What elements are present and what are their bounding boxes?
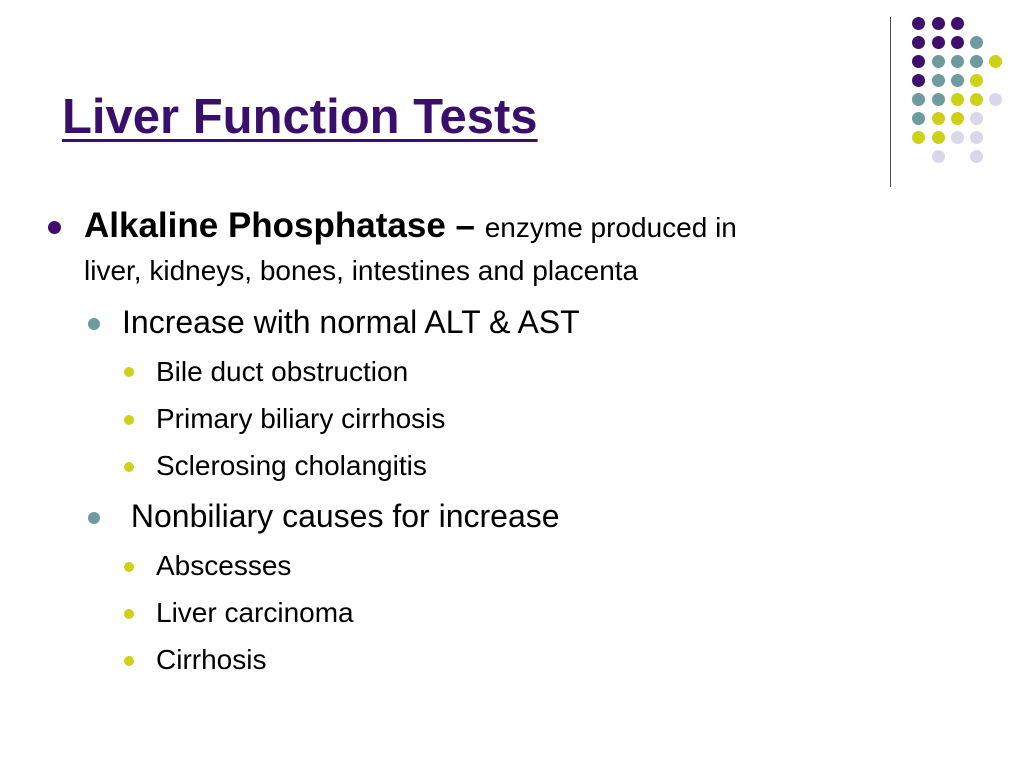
sub-bullet-heading: Increase with normal ALT & AST	[122, 304, 580, 340]
main-bullet-description: enzyme produced in	[484, 212, 737, 243]
decorative-dot-icon	[970, 74, 983, 87]
bullet-level-2-icon	[88, 512, 100, 524]
decorative-dot-icon	[970, 112, 983, 125]
sub-sub-bullet-item: Sclerosing cholangitis	[156, 450, 427, 481]
decorative-dot-icon	[932, 36, 945, 49]
bullet-level-3-icon	[124, 415, 134, 425]
decorative-dot-icon	[951, 36, 964, 49]
bullet-level-3-icon	[124, 562, 134, 572]
decorative-dot-icon	[951, 93, 964, 106]
decorative-dot-icon	[951, 17, 964, 30]
sub-sub-bullet-item: Liver carcinoma	[156, 597, 354, 628]
decorative-dot-icon	[932, 74, 945, 87]
decorative-dot-icon	[951, 131, 964, 144]
decorative-dot-icon	[912, 112, 925, 125]
bullet-level-1-icon	[48, 221, 61, 234]
decorative-dot-icon	[970, 131, 983, 144]
decorative-dot-icon	[989, 55, 1002, 68]
main-bullet-description-continued: liver, kidneys, bones, intestines and placenta	[84, 255, 639, 286]
decorative-dot-icon	[932, 131, 945, 144]
sub-bullet-heading: Nonbiliary causes for increase	[122, 498, 560, 534]
decorative-dot-icon	[912, 36, 925, 49]
decorative-dot-icon	[932, 17, 945, 30]
bullet-level-3-icon	[124, 609, 134, 619]
sub-sub-bullet-item: Abscesses	[156, 550, 292, 581]
decorative-dot-icon	[970, 36, 983, 49]
decorative-dot-icon	[951, 112, 964, 125]
decorative-dot-icon	[970, 55, 983, 68]
decorative-dot-icon	[932, 93, 945, 106]
sub-sub-bullet-item: Cirrhosis	[156, 644, 267, 675]
bullet-level-3-icon	[124, 656, 134, 666]
decorative-dot-icon	[932, 150, 945, 163]
slide-title: Liver Function Tests	[62, 90, 538, 144]
decorative-dot-icon	[951, 55, 964, 68]
sub-sub-bullet-item: Primary biliary cirrhosis	[156, 403, 446, 434]
vertical-divider	[890, 17, 891, 187]
decorative-dot-icon	[932, 112, 945, 125]
bullet-level-3-icon	[124, 367, 134, 377]
bullet-level-3-icon	[124, 462, 134, 472]
decorative-dot-icon	[912, 93, 925, 106]
main-bullet-term: Alkaline Phosphatase –	[84, 206, 475, 245]
decorative-dot-icon	[912, 55, 925, 68]
bullet-level-2-icon	[88, 318, 100, 330]
decorative-dot-icon	[912, 74, 925, 87]
sub-sub-bullet-item: Bile duct obstruction	[156, 356, 409, 387]
decorative-dot-icon	[912, 17, 925, 30]
decorative-dot-icon	[951, 74, 964, 87]
decorative-dot-icon	[989, 93, 1002, 106]
decorative-dot-icon	[912, 131, 925, 144]
decorative-dot-icon	[970, 150, 983, 163]
decorative-dot-icon	[970, 93, 983, 106]
decorative-dot-icon	[932, 55, 945, 68]
main-bullet-text	[84, 205, 737, 247]
